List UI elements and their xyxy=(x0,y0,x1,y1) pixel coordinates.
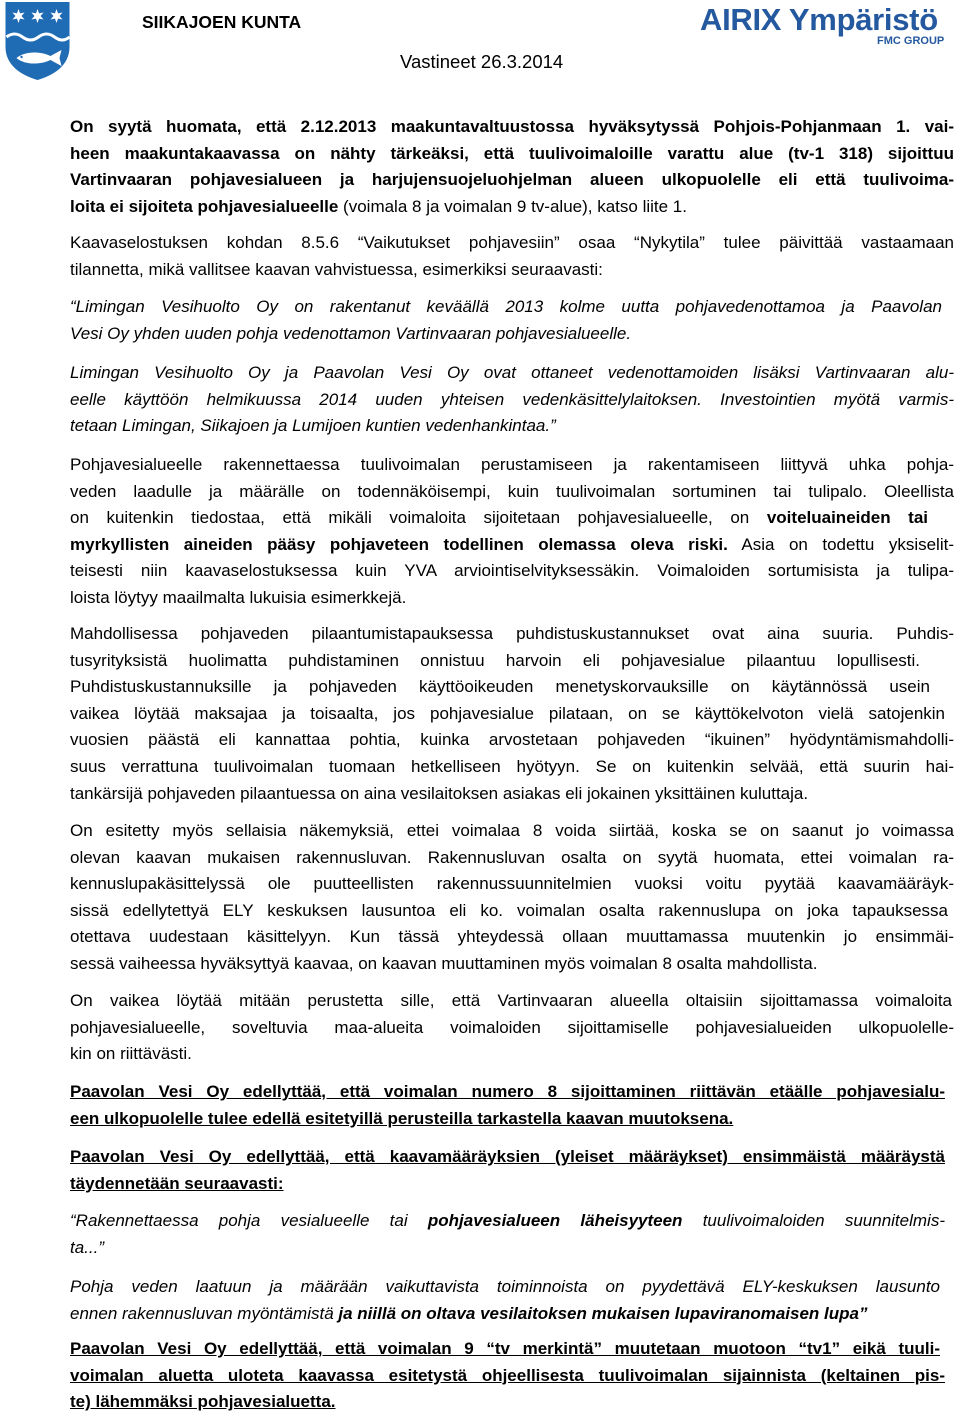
proposed-regulation-text-2 xyxy=(70,1274,954,1327)
text-line: kin on riittävästi. xyxy=(70,1044,192,1064)
municipality-name: SIIKAJOEN KUNTA xyxy=(142,12,302,32)
text-line: veden laadulle ja määrälle on todennäköisempi, kuin tuulivoimalan sortuminen tai tulipalo. Oleellista xyxy=(70,481,954,501)
text-line: vaikea löytää maksajaa ja toisaalta, jos pohjavesialue pilataan, on se käyttökelvoton vielä satojenkin xyxy=(70,703,945,723)
text-line xyxy=(70,505,928,532)
text-line: Pohjavesialueelle rakennettaessa tuulivoimalan perustamiseen ja rakentamiseen liittyvä uhka pohja- xyxy=(70,455,954,474)
text-line: Mahdollisessa pohjaveden pilaantumistapauksessa puhdistuskustannukset ovat aina suuria. Puhdis- xyxy=(70,624,954,643)
building-permit-paragraph xyxy=(70,818,954,978)
text-line: Paavolan Vesi Oy edellyttää, että kaavamääräyksien (yleiset määräykset) ensimmäistä määräystä xyxy=(70,1147,945,1166)
text-line: sissä edellytettyä ELY keskuksen lausuntoa eli ko. voimalan osalta rakennuslupa on joka tapauksessa xyxy=(70,900,948,920)
note-paragraph xyxy=(70,114,954,220)
document-title: Vastineet 26.3.2014 xyxy=(400,51,564,72)
text-line: tankärsijä pohjaveden pilaantuessa on aina vesilaitoksen asiakas eli jokainen yksittäinen kuluttaja. xyxy=(70,783,809,803)
text-line: Puhdistuskustannuksille ja pohjaveden käyttöoikeuden menetyskorvauksille on käytännössä usein xyxy=(70,677,930,697)
text-line: suus verrattuna tuulivoimalan tuomaan hetkelliseen hyötyyn. Se on kuitenkin selvää, että suurin hai- xyxy=(70,756,954,776)
text-line: otettava uudestaan käsittelyyn. Kun tässä yhteydessä ollaan muuttamassa muutenkin jo ensimmäi- xyxy=(70,927,954,947)
bold-italic-text: pohjavesialueen läheisyyteen xyxy=(427,1211,683,1230)
text-line: “Limingan Vesihuolto Oy on rakentanut keväällä 2013 kolme uutta pohjavedenottamoa ja Paavolan xyxy=(70,297,942,316)
text-line: Vartinvaaran pohjavesialueen ja harjujensuojeluohjelman alueen ulkopuolelle eli että tuulivoima- xyxy=(70,170,954,190)
bold-text: loita ei sijoiteta pohjavesialueelle xyxy=(70,196,339,216)
text-line: sessä vaiheessa hyväksyttyä kaavaa, on kaavan muuttaminen myös voimalan 8 osalta mahdollista. xyxy=(70,953,818,973)
fmc-group-label: FMC GROUP xyxy=(877,35,945,47)
italic-text: ennen rakennusluvan myöntämistä xyxy=(70,1303,339,1323)
justification-paragraph xyxy=(70,988,954,1068)
bold-text: myrkyllisten aineiden pääsy pohjaveteen todellinen olemassa oleva riski. xyxy=(70,534,728,554)
siikajoki-coat-of-arms-icon xyxy=(4,1,71,81)
text-line: täydennetään seuraavasti: xyxy=(70,1173,284,1193)
quoted-proposal-paragraph-2 xyxy=(70,360,954,440)
text-line: Paavolan Vesi Oy edellyttää, että voimalan numero 8 sijoittaminen riittävän etäälle pohjavesialu- xyxy=(70,1082,945,1101)
text-line xyxy=(70,532,954,559)
bold-text: voiteluaineiden tai xyxy=(766,508,929,528)
requirement-turbine-9 xyxy=(70,1336,954,1416)
text-line: eelle käyttöön helmikuussa 2014 uuden yhteisen vedenkäsittelylaitoksen. Investointien myötä varmis- xyxy=(70,389,954,409)
text-line: een ulkopuolelle tulee edellä esitetyillä perusteilla tarkastella kaavan muutoksena. xyxy=(70,1108,734,1128)
text-line: kennuslupakäsittelyssä ole puutteellisten rakennussuunnitelmien vuoksi voitu pyytää kaavamääräyk- xyxy=(70,874,954,894)
risk-paragraph xyxy=(70,452,954,612)
text-line: voimalan aluetta uloteta kaavassa esitetystä ohjeellisesta tuulivoimalan sijainnista (keltainen pis- xyxy=(70,1365,945,1385)
text-line: Pohja veden laatuun ja määrään vaikuttavista toiminnoista on pyydettävä ELY-keskuksen lausunto xyxy=(70,1277,940,1296)
text-line: On esitetty myös sellaisia näkemyksiä, ettei voimalaa 8 voida siirtää, koska se on saanut jo voimassa xyxy=(70,821,954,840)
text-line xyxy=(70,1208,945,1235)
text-line xyxy=(70,194,954,221)
text-line: On syytä huomata, että 2.12.2013 maakuntavaltuustossa hyväksytyssä Pohjois-Pohjanmaan 1. vai- xyxy=(70,117,954,136)
regular-text: Asia on todettu yksiselit- xyxy=(727,534,954,554)
text-line: te) lähemmäksi pohjavesialuetta. xyxy=(70,1392,336,1412)
requirement-regulation-amendment xyxy=(70,1144,954,1197)
text-line: olevan kaavan mukaisen rakennusluvan. Rakennusluvan osalta on syytä huomata, ettei voimalan ra- xyxy=(70,847,954,867)
text-line: tetaan Limingan, Siikajoen ja Lumijoen kuntien vedenhankintaa.” xyxy=(70,416,556,436)
text-line xyxy=(70,1301,954,1328)
text-line: tilannetta, mikä vallitsee kaavan vahvistuessa, esimerkiksi seuraavasti: xyxy=(70,259,603,279)
text-line: vuosien päästä eli kannattaa pohtia, kuinka arvostetaan pohjaveden “ikuinen” hyödyntämismahdolli- xyxy=(70,730,954,750)
text-line: loista löytyy maailmalta lukuisia esimerkkejä. xyxy=(70,587,407,607)
regular-text: (voimala 8 ja voimalan 9 tv-alue), katso liite 1. xyxy=(338,196,687,216)
quoted-proposal-paragraph-1 xyxy=(70,294,954,347)
text-line: On vaikea löytää mitään perustetta sille, että Vartinvaaran alueella oltaisiin sijoittamassa voimaloita xyxy=(70,991,952,1010)
italic-text: “Rakennettaessa pohja vesialueelle tai xyxy=(70,1211,428,1230)
text-line: pohjavesialueelle, soveltuvia maa-alueita voimaloiden sijoittamiselle pohjavesialueiden ulkopuolelle- xyxy=(70,1017,954,1037)
text-line: ta...” xyxy=(70,1237,105,1257)
text-line: Kaavaselostuksen kohdan 8.5.6 “Vaikutukset pohjavesiin” osaa “Nykytila” tulee päivittää vastaamaan xyxy=(70,233,954,252)
text-line: Limingan Vesihuolto Oy ja Paavolan Vesi Oy ovat ottaneet vedenottamoiden lisäksi Vartinvaaran alu- xyxy=(70,363,954,382)
regular-text: on kuitenkin tiedostaa, että mikäli voimaloita sijoitetaan pohjavesialueelle, on xyxy=(70,508,767,528)
cleanup-cost-paragraph xyxy=(70,621,954,807)
requirement-turbine-8 xyxy=(70,1079,954,1132)
proposed-regulation-text-1 xyxy=(70,1208,954,1261)
text-line: heen maakuntakaavassa on nähty tärkeäksi, että tuulivoimaloille varattu alue (tv-1 318) sijoittuu xyxy=(70,143,954,163)
airix-logo: AIRIX Ympäristö xyxy=(700,2,938,37)
text-line: tusyrityksistä huolimatta puhdistaminen onnistuu harvoin eli pohjavesialue pilaantuu lopullisesti. xyxy=(70,650,920,670)
text-line: Vesi Oy yhden uuden pohja vedenottamon Vartinvaaran pohjavesialueelle. xyxy=(70,323,632,343)
italic-text: tuulivoimaloiden suunnitelmis- xyxy=(682,1211,945,1230)
section-reference-paragraph xyxy=(70,230,954,283)
text-line: teisesti niin kaavaselostuksessa kuin YVA arviointiselvityksessäkin. Voimaloiden sortumisista ja tulipa- xyxy=(70,561,954,581)
text-line: Paavolan Vesi Oy edellyttää, että voimalan 9 “tv merkintä” muutetaan muotoon “tv1” eikä tuuli- xyxy=(70,1339,940,1358)
bold-italic-text: ja niillä on oltava vesilaitoksen mukaisen lupaviranomaisen lupa” xyxy=(338,1303,868,1323)
